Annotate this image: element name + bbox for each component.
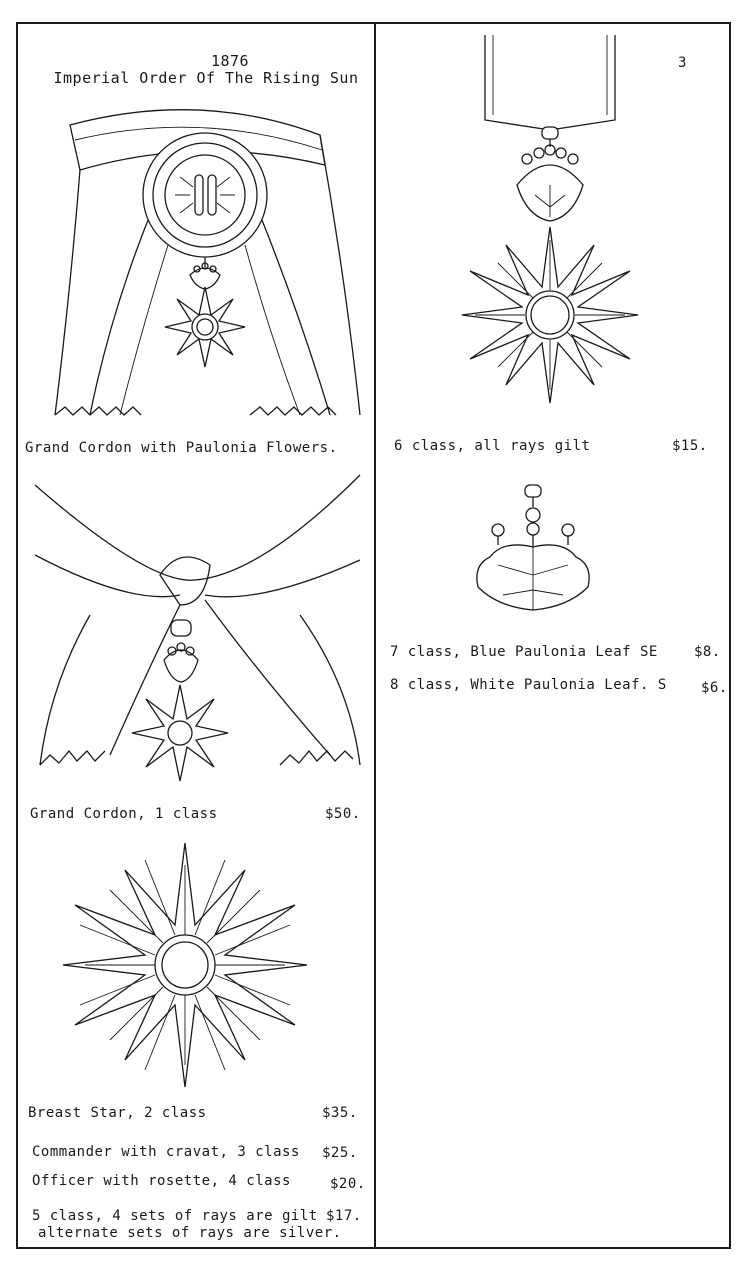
breast-star-label: Breast Star, 2 class xyxy=(28,1105,207,1121)
page-number: 3 xyxy=(678,55,687,71)
grand-cordon-paulonia-label: Grand Cordon with Paulonia Flowers. xyxy=(25,440,338,456)
sixth-class-label: 6 class, all rays gilt xyxy=(394,438,591,454)
column-divider xyxy=(374,22,376,1249)
fifth-class-line1: 5 class, 4 sets of rays are gilt xyxy=(32,1208,318,1224)
commander-label: Commander with cravat, 3 class xyxy=(32,1144,300,1160)
fifth-class-line2: alternate sets of rays are silver. xyxy=(38,1225,342,1241)
paulonia-leaf-drawing xyxy=(468,485,598,615)
page-title: Imperial Order Of The Rising Sun xyxy=(53,69,359,87)
year-heading: 1876 xyxy=(210,52,250,70)
officer-label: Officer with rosette, 4 class xyxy=(32,1173,291,1189)
grand-cordon-1-label: Grand Cordon, 1 class xyxy=(30,806,218,822)
commander-price: $25. xyxy=(322,1145,358,1161)
eighth-class-price: $6. xyxy=(701,680,728,696)
eighth-class-label: 8 class, White Paulonia Leaf. S xyxy=(390,677,667,693)
officer-price: $20. xyxy=(330,1176,366,1192)
grand-cordon-paulonia-drawing xyxy=(50,95,365,425)
seventh-class-label: 7 class, Blue Paulonia Leaf SE xyxy=(390,644,658,660)
fifth-class-price: $17. xyxy=(326,1208,362,1224)
grand-cordon-drawing xyxy=(30,465,365,795)
breast-star-price: $35. xyxy=(322,1105,358,1121)
grand-cordon-1-price: $50. xyxy=(325,806,361,822)
sixth-class-price: $15. xyxy=(672,438,708,454)
sixth-class-drawing xyxy=(455,35,655,410)
breast-star-drawing xyxy=(60,840,310,1090)
seventh-class-price: $8. xyxy=(694,644,721,660)
